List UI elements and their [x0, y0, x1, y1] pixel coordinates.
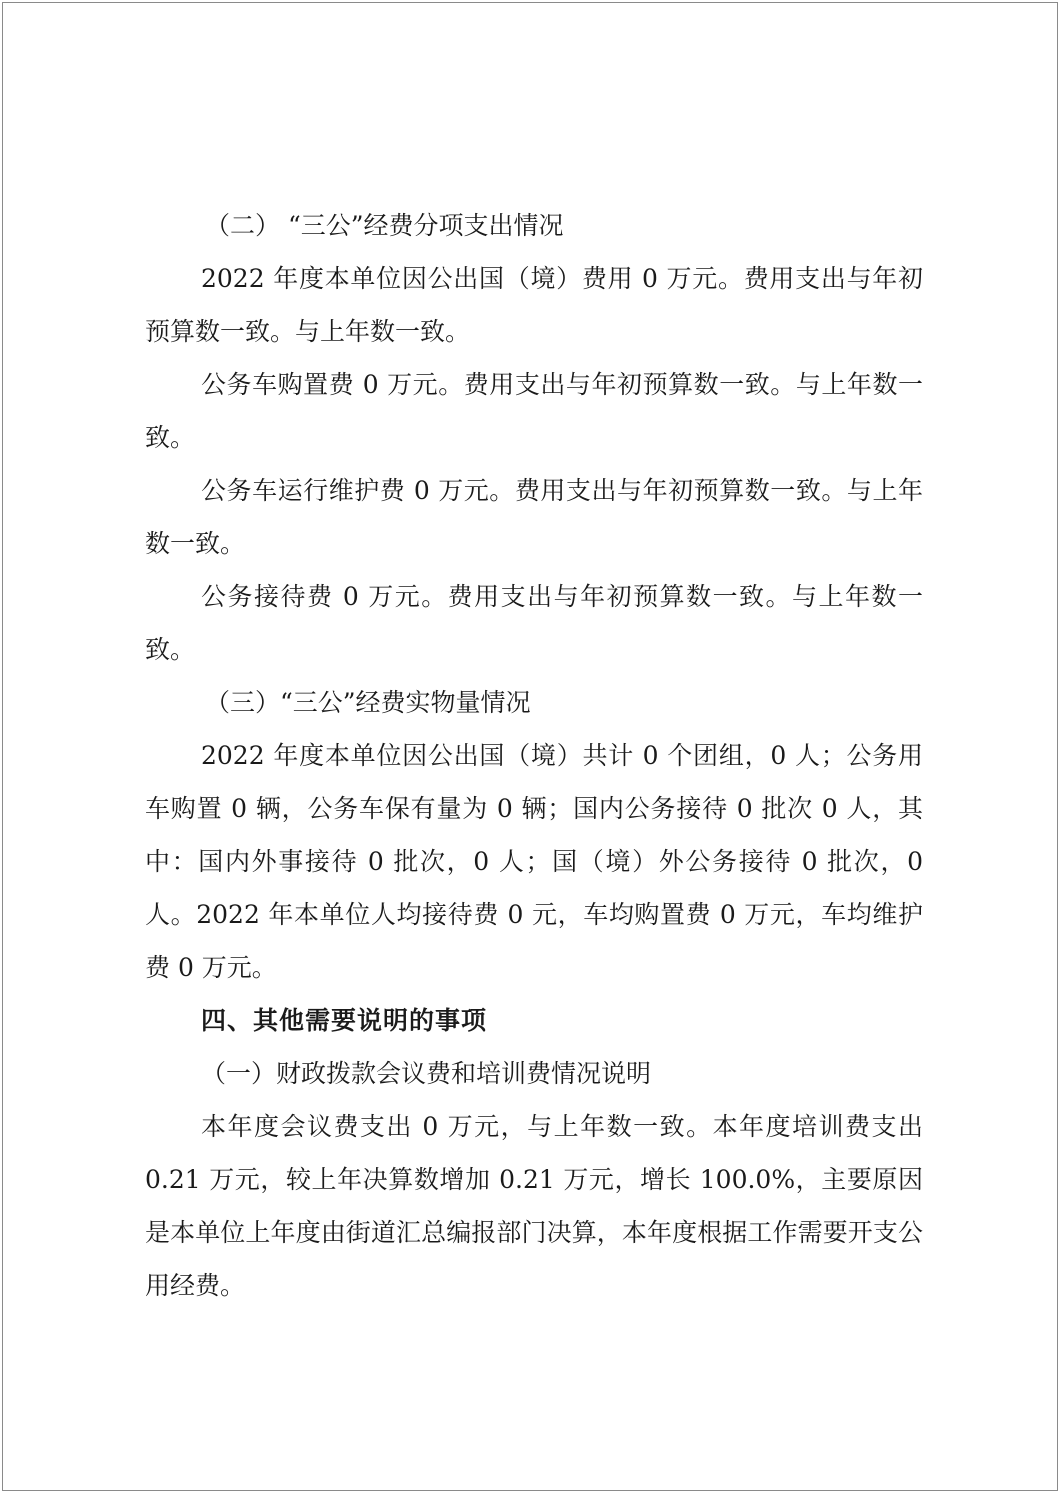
section-heading-three-public-breakdown: （二） “三公”经费分项支出情况	[205, 211, 564, 240]
document-body	[145, 199, 923, 1312]
document-page	[2, 2, 1058, 1491]
paragraph-vehicle-operation: 公务车运行维护费 0 万元。费用支出与年初预算数一致。与上年数一致。	[145, 476, 923, 558]
paragraph-meeting-training: 本年度会议费支出 0 万元，与上年数一致。本年度培训费支出 0.21 万元，较上年决算数增加 0.21 万元，增长 100.0%，主要原因是本单位上年度由街道汇总编报部门决算，本年度根据工作需要开支公用经费。	[145, 1112, 923, 1300]
section-heading-three-public-quantities: （三）“三公”经费实物量情况	[205, 688, 531, 717]
paragraph-vehicle-purchase: 公务车购置费 0 万元。费用支出与年初预算数一致。与上年数一致。	[145, 370, 923, 452]
paragraph-official-reception: 公务接待费 0 万元。费用支出与年初预算数一致。与上年数一致。	[145, 582, 923, 664]
section-heading-other-matters: 四、其他需要说明的事项	[201, 1006, 488, 1035]
paragraph-physical-quantities: 2022 年度本单位因公出国（境）共计 0 个团组，0 人；公务用车购置 0 辆，公务车保有量为 0 辆；国内公务接待 0 批次 0 人，其中：国内外事接待 0 批次，0 人；国（境）外公务接待 0 批次，0 人。2022 年本单位人均接待费 0 元，车均购置费 0 万元，车均维护费 0 万元。	[145, 741, 923, 982]
section-heading-meeting-training: （一）财政拨款会议费和培训费情况说明	[201, 1059, 652, 1088]
paragraph-overseas-travel: 2022 年度本单位因公出国（境）费用 0 万元。费用支出与年初预算数一致。与上年数一致。	[145, 264, 923, 346]
